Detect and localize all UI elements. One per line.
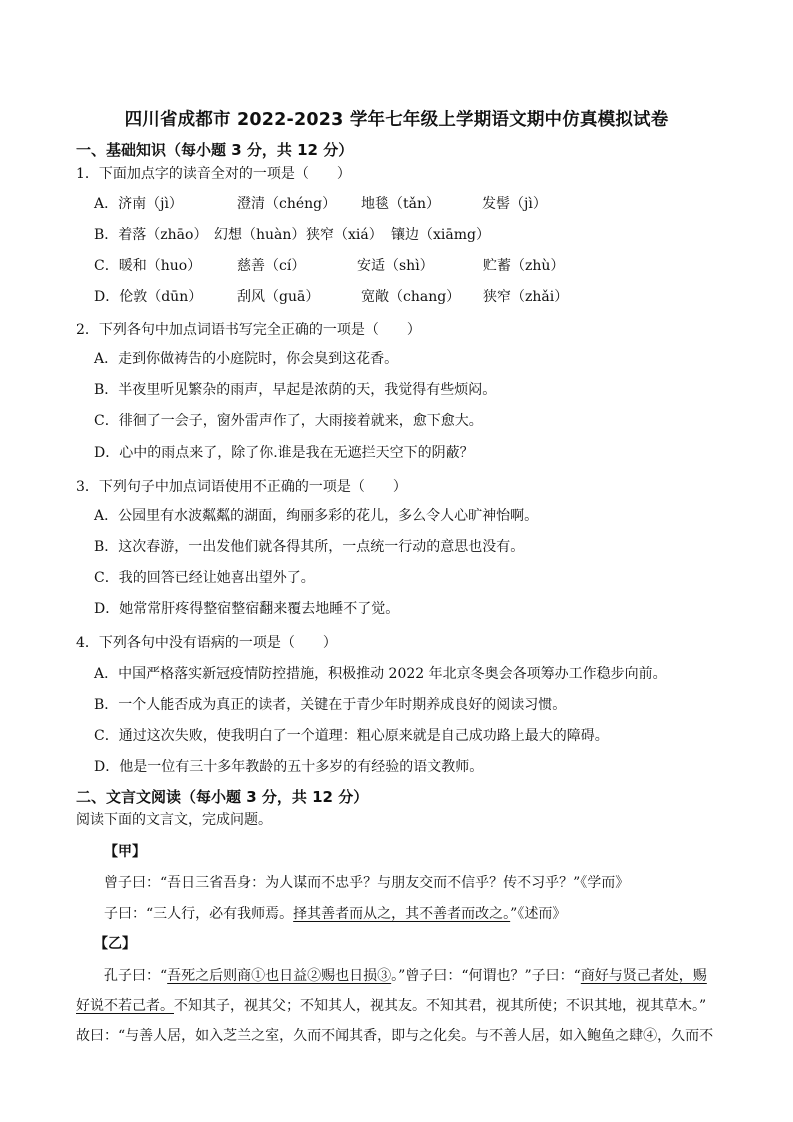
question-4-option-c: C．通过这次失败，使我明白了一个道理：粗心原来就是自己成功路上最大的障碍。 [94,728,609,744]
passage-jia-line-2 [104,904,566,924]
underlined-sentence: 好说不若己者。 [76,998,174,1014]
passage-text: 。”曾子曰：“何谓也？”子曰：“ [391,968,581,984]
option-item: 慈善（cí） [237,258,306,274]
section-classical-reading: 二、文言文阅读（每小题 3 分，共 12 分） [76,788,369,806]
passage-jia-line-1: 曾子曰：“吾日三省吾身：为人谋而不忠乎？与朋友交而不信乎？传不习乎？”《学而》 [104,875,630,891]
question-2-option-b: B．半夜里听见繁杂的雨声，早起是浓荫的天，我觉得有些烦闷。 [94,382,497,398]
underlined-sentence: 吾死之后则商①也日益②赐也日损③ [167,968,392,984]
option-item: 澄清（chéng） [237,196,337,212]
section-basic-knowledge: 一、基础知识（每小题 3 分，共 12 分） [76,141,354,159]
option-item: 地毯（tǎn） [361,196,440,212]
question-2-option-a: A．走到你做祷告的小庭院时，你会臭到这花香。 [94,351,399,367]
question-3-stem: 3．下列句子中加点词语使用不正确的一项是（ ） [76,479,407,495]
question-2-stem: 2．下列各句中加点词语书写完全正确的一项是（ ） [76,322,421,338]
question-1-stem: 1．下面加点字的读音全对的一项是（ ） [76,166,351,182]
passage-jia-label: 【甲】 [104,844,146,860]
passage-yi-line-2 [76,996,706,1016]
question-3-option-a: A．公园里有水波粼粼的湖面，绚丽多彩的花儿，多么令人心旷神怡啊。 [94,508,539,524]
passage-yi-label: 【乙】 [94,936,136,952]
question-4-option-b: B．一个人能否成为真正的读者，关键在于青少年时期养成良好的阅读习惯。 [94,697,567,713]
option-item: 贮蓄（zhù） [483,258,565,274]
underlined-sentence: 择其善者而从之，其不善者而改之。 [293,906,511,922]
passage-text: 子曰：“三人行，必有我师焉。 [104,906,294,922]
option-item: A．济南（jì） [94,196,183,212]
option-item: 刮风（guā） [237,289,320,305]
passage-text: 不知其子，视其父；不知其人，视其友。不知其君，视其所使；不识其地，视其草木。” [174,998,707,1014]
option-item: 宽敞（chang） [361,289,461,305]
question-4-option-a: A．中国严格落实新冠疫情防控措施，积极推动 2022 年北京冬奥会各项筹办工作稳步向前。 [94,666,667,682]
option-item: 发髻（jì） [482,196,547,212]
option-item: B．着落（zhāo） [94,227,208,243]
option-item: C．暖和（huo） [94,258,202,274]
option-item: 狭窄（xiá） [306,227,383,243]
option-item: 镶边（xiāmg） [391,227,490,243]
option-item: 安适（shì） [357,258,434,274]
question-4-option-d: D．他是一位有三十多年教龄的五十多岁的有经验的语文教师。 [94,759,484,775]
option-item: 狭窄（zhǎi） [483,289,569,305]
reading-instructions: 阅读下面的文言文，完成问题。 [76,812,272,828]
passage-text: ”《述而》 [510,906,567,922]
passage-yi-line-3: 故曰：“与善人居，如入芝兰之室，久而不闻其香，即与之化矣。与不善人居，如入鲍鱼之肆④，久而不 [76,1028,714,1044]
question-2-option-d: D．心中的雨点来了，除了你.谁是我在无遮拦天空下的阴蔽？ [94,445,474,461]
passage-text: 孔子曰：“ [104,968,168,984]
option-item: 幻想（huàn） [214,227,306,243]
option-item: D．伦敦（dūn） [94,289,203,305]
passage-yi-line-1 [104,966,707,986]
question-3-option-b: B．这次春游，一出发他们就各得其所，一点统一行动的意思也没有。 [94,539,525,555]
question-3-option-d: D．她常常肝疼得整宿整宿翻来覆去地睡不了觉。 [94,601,400,617]
exam-title: 四川省成都市 2022-2023 学年七年级上学期语文期中仿真模拟试卷 [124,110,669,130]
underlined-sentence: 商好与贤己者处，赐 [580,968,707,984]
question-2-option-c: C．徘徊了一会子，窗外雷声作了，大雨接着就来，愈下愈大。 [94,413,483,429]
question-4-stem: 4．下列各句中没有语病的一项是（ ） [76,635,337,651]
question-3-option-c: C．我的回答已经让她喜出望外了。 [94,570,315,586]
